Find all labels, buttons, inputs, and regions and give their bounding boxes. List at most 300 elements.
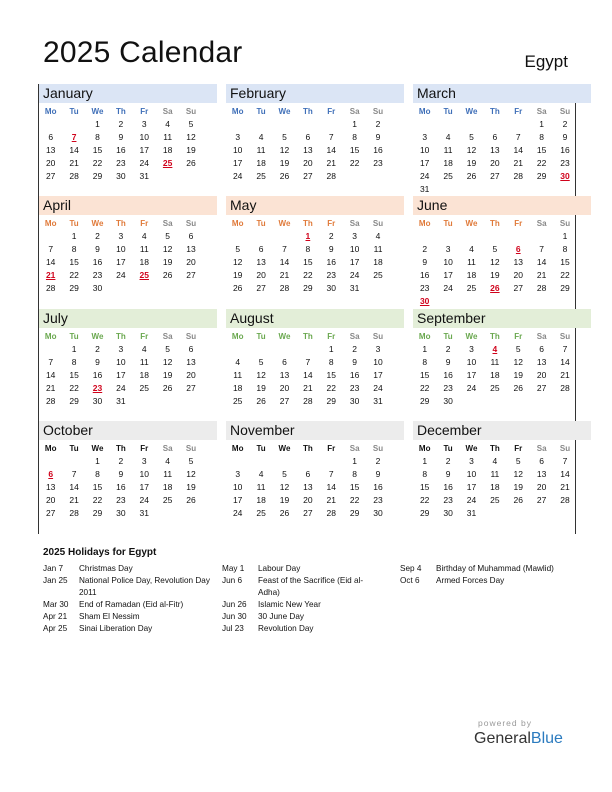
day-cell: 15 <box>326 370 336 380</box>
weekday-label: Su <box>559 219 571 228</box>
empty-day-cell <box>553 295 576 308</box>
month-july <box>39 309 217 421</box>
day-cell: 12 <box>490 257 500 267</box>
holiday-date: May 1 <box>222 564 245 573</box>
day-cell: 19 <box>513 482 523 492</box>
holiday-name: Feast of the Sacrifice (Eid al-Adha) <box>258 576 364 597</box>
holiday-name: Sham El Nessim <box>79 612 140 621</box>
day-cell: 19 <box>256 383 266 393</box>
holiday-date: Apr 21 <box>43 612 68 621</box>
empty-day-cell <box>343 170 366 183</box>
empty-day-cell <box>273 118 296 131</box>
day-cell: 29 <box>92 508 103 518</box>
day-cell: 25 <box>490 495 500 505</box>
day-cell: 27 <box>303 171 313 181</box>
day-cell: 19 <box>186 482 196 492</box>
day-cell: 2 <box>118 119 124 129</box>
day-cell: 3 <box>235 132 241 142</box>
day-cell: 23 <box>443 383 453 393</box>
empty-day-cell <box>507 183 530 196</box>
day-cell: 3 <box>141 119 147 129</box>
day-cell: 6 <box>282 357 287 367</box>
weekday-label: Th <box>302 332 313 341</box>
day-cell: 18 <box>490 482 500 492</box>
day-cell: 25 <box>139 383 149 393</box>
day-cell: 24 <box>232 508 243 518</box>
day-cell: 13 <box>536 357 547 367</box>
weekday-label: Fr <box>140 444 149 453</box>
weekday-label: Th <box>115 444 126 453</box>
weekday-label: Tu <box>443 332 453 341</box>
day-cell: 7 <box>48 357 54 367</box>
day-cell: 12 <box>186 469 196 479</box>
empty-day-cell <box>460 183 483 196</box>
day-cell: 1 <box>71 231 77 241</box>
day-cell: 4 <box>492 456 498 466</box>
week-row <box>226 369 404 382</box>
day-cell: 18 <box>139 257 149 267</box>
day-cell: 15 <box>69 257 79 267</box>
week-row <box>413 481 591 494</box>
day-cell: 12 <box>256 370 266 380</box>
month-april <box>39 196 217 308</box>
day-cell: 25 <box>256 508 266 518</box>
day-cell: 11 <box>139 244 149 254</box>
day-cell: 1 <box>422 344 428 354</box>
day-cell: 17 <box>116 257 126 267</box>
day-cell: 26 <box>279 508 290 518</box>
day-cell: 10 <box>419 145 430 155</box>
day-cell: 29 <box>419 396 430 406</box>
empty-day-cell <box>436 183 459 196</box>
empty-day-cell <box>62 455 85 468</box>
day-cell: 25 <box>373 270 383 280</box>
day-cell: 22 <box>92 158 103 168</box>
week-row <box>39 269 217 282</box>
day-cell: 30 <box>116 508 126 518</box>
day-cell: 29 <box>536 171 547 181</box>
empty-day-cell <box>507 230 530 243</box>
week-row <box>39 144 217 157</box>
day-cell: 24 <box>139 158 149 168</box>
day-cell: 20 <box>513 270 523 280</box>
day-cell: 15 <box>92 482 103 492</box>
week-row <box>226 382 404 395</box>
weekday-label: Mo <box>44 107 57 116</box>
day-cell: 7 <box>328 132 334 142</box>
weekday-label: Th <box>489 107 500 116</box>
weekday-label: Th <box>115 332 126 341</box>
day-cell: 9 <box>352 357 358 367</box>
holiday-day: 23 <box>92 383 103 393</box>
holiday-day: 4 <box>492 344 498 354</box>
day-cell: 28 <box>326 171 336 181</box>
day-cell: 5 <box>469 132 474 142</box>
day-cell: 23 <box>373 495 383 505</box>
day-cell: 4 <box>445 132 451 142</box>
weekday-label: We <box>91 219 104 228</box>
empty-day-cell <box>413 118 436 131</box>
day-cell: 5 <box>282 132 287 142</box>
day-cell: 26 <box>466 171 477 181</box>
weekday-label: Fr <box>327 332 336 341</box>
day-cell: 15 <box>560 257 570 267</box>
day-cell: 17 <box>419 158 430 168</box>
day-cell: 17 <box>443 270 453 280</box>
weekday-label: Fr <box>140 219 149 228</box>
day-cell: 5 <box>188 119 194 129</box>
day-cell: 20 <box>279 383 290 393</box>
day-cell: 14 <box>536 257 547 267</box>
weekday-label: Fr <box>327 107 336 116</box>
holiday-name: Armed Forces Day <box>436 576 505 585</box>
day-cell: 8 <box>71 357 77 367</box>
holiday-item <box>400 575 575 587</box>
day-cell: 4 <box>165 456 171 466</box>
holiday-day: 25 <box>139 270 149 280</box>
weekday-header-row <box>413 442 591 455</box>
day-cell: 22 <box>303 270 313 280</box>
weekday-header-row <box>226 217 404 230</box>
weekday-label: Mo <box>418 219 431 228</box>
week-row <box>226 494 404 507</box>
month-name: October <box>39 421 217 440</box>
day-cell: 25 <box>466 283 477 293</box>
weekday-label: Tu <box>256 219 266 228</box>
day-cell: 18 <box>232 383 243 393</box>
week-row <box>226 356 404 369</box>
day-cell: 19 <box>186 145 196 155</box>
day-cell: 21 <box>279 270 290 280</box>
week-row <box>226 243 404 256</box>
day-cell: 2 <box>562 119 568 129</box>
day-cell: 13 <box>186 357 196 367</box>
day-cell: 3 <box>469 344 474 354</box>
empty-day-cell <box>39 455 62 468</box>
day-cell: 13 <box>303 145 313 155</box>
empty-day-cell <box>179 170 202 183</box>
day-cell: 2 <box>445 344 451 354</box>
day-cell: 13 <box>513 257 523 267</box>
day-cell: 28 <box>326 508 336 518</box>
day-cell: 18 <box>443 158 453 168</box>
calendar-grid <box>38 84 576 534</box>
day-cell: 24 <box>139 495 149 505</box>
day-cell: 23 <box>373 158 383 168</box>
day-cell: 6 <box>188 344 194 354</box>
weekday-label: Mo <box>418 444 431 453</box>
day-cell: 15 <box>92 145 103 155</box>
holiday-column-3 <box>400 563 575 587</box>
day-cell: 12 <box>279 145 290 155</box>
day-cell: 26 <box>186 158 196 168</box>
day-cell: 5 <box>165 344 171 354</box>
day-cell: 15 <box>303 257 313 267</box>
day-cell: 24 <box>373 383 383 393</box>
day-cell: 10 <box>466 357 477 367</box>
day-cell: 25 <box>162 495 173 505</box>
month-january <box>39 84 217 196</box>
day-cell: 8 <box>328 357 334 367</box>
holiday-item <box>222 599 382 611</box>
weekday-label: Sa <box>349 107 360 116</box>
empty-day-cell <box>460 118 483 131</box>
day-cell: 19 <box>490 270 500 280</box>
weekday-header-row <box>226 105 404 118</box>
day-cell: 22 <box>560 270 570 280</box>
empty-day-cell <box>156 395 179 408</box>
week-row <box>413 170 591 183</box>
empty-day-cell <box>179 282 202 295</box>
holiday-day: 1 <box>305 231 311 241</box>
weekday-label: Th <box>115 219 126 228</box>
weekday-label: Mo <box>231 332 244 341</box>
month-name: June <box>413 196 591 215</box>
day-cell: 20 <box>45 158 56 168</box>
day-cell: 30 <box>443 508 453 518</box>
weekday-label: Mo <box>44 219 57 228</box>
day-cell: 17 <box>232 495 243 505</box>
week-row <box>413 455 591 468</box>
weekday-label: Su <box>372 219 384 228</box>
day-cell: 6 <box>305 132 311 142</box>
weekday-label: Mo <box>418 107 431 116</box>
day-cell: 2 <box>352 344 358 354</box>
day-cell: 29 <box>560 283 570 293</box>
day-cell: 12 <box>279 482 290 492</box>
month-name: July <box>39 309 217 328</box>
brand-blue: Blue <box>530 730 563 747</box>
empty-day-cell <box>296 455 319 468</box>
holiday-date: Jan 25 <box>43 576 68 585</box>
day-cell: 12 <box>162 357 173 367</box>
holiday-day: 6 <box>48 469 54 479</box>
week-row <box>226 230 404 243</box>
weekday-label: Tu <box>256 444 266 453</box>
week-row <box>413 468 591 481</box>
day-cell: 11 <box>163 132 173 142</box>
empty-day-cell <box>507 507 530 520</box>
day-cell: 24 <box>443 283 453 293</box>
weekday-header-row <box>39 330 217 343</box>
day-cell: 15 <box>419 482 430 492</box>
weekday-label: We <box>278 444 291 453</box>
day-cell: 20 <box>45 495 56 505</box>
week-row <box>413 230 591 243</box>
day-cell: 17 <box>232 158 243 168</box>
day-cell: 19 <box>162 370 173 380</box>
day-cell: 18 <box>162 145 173 155</box>
day-cell: 6 <box>188 231 194 241</box>
day-cell: 28 <box>560 383 570 393</box>
day-cell: 27 <box>186 383 196 393</box>
weekday-label: We <box>278 332 291 341</box>
month-name: May <box>226 196 404 215</box>
week-row <box>39 455 217 468</box>
day-cell: 26 <box>186 495 196 505</box>
week-row <box>413 269 591 282</box>
month-february <box>226 84 404 196</box>
weekday-label: Su <box>185 107 197 116</box>
day-cell: 22 <box>536 158 547 168</box>
day-cell: 26 <box>232 283 243 293</box>
day-cell: 8 <box>95 132 100 142</box>
day-cell: 4 <box>469 244 474 254</box>
day-cell: 21 <box>69 158 79 168</box>
day-cell: 8 <box>539 132 545 142</box>
day-cell: 3 <box>235 469 241 479</box>
weekday-label: We <box>278 219 291 228</box>
week-row <box>39 356 217 369</box>
generalblue-logo[interactable] <box>474 730 563 748</box>
weekday-label: Tu <box>69 444 79 453</box>
day-cell: 15 <box>419 370 430 380</box>
day-cell: 10 <box>443 257 453 267</box>
week-row <box>39 507 217 520</box>
empty-day-cell <box>273 343 296 356</box>
empty-day-cell <box>226 455 249 468</box>
day-cell: 1 <box>422 456 428 466</box>
month-june <box>413 196 591 308</box>
weekday-header-row <box>226 442 404 455</box>
day-cell: 5 <box>515 344 521 354</box>
day-cell: 11 <box>373 244 383 254</box>
day-cell: 19 <box>279 495 290 505</box>
weekday-label: Su <box>559 444 571 453</box>
holiday-day: 26 <box>490 283 500 293</box>
day-cell: 14 <box>560 469 570 479</box>
day-cell: 3 <box>118 231 124 241</box>
day-cell: 16 <box>373 145 383 155</box>
weekday-label: Mo <box>44 332 57 341</box>
day-cell: 27 <box>536 495 547 505</box>
holiday-item <box>222 563 382 575</box>
day-cell: 18 <box>256 158 266 168</box>
day-cell: 12 <box>232 257 243 267</box>
day-cell: 28 <box>45 283 56 293</box>
day-cell: 8 <box>95 469 100 479</box>
week-row <box>39 343 217 356</box>
day-cell: 9 <box>118 132 124 142</box>
week-row <box>39 481 217 494</box>
empty-day-cell <box>436 118 459 131</box>
day-cell: 4 <box>258 469 264 479</box>
weekday-label: Fr <box>514 332 523 341</box>
day-cell: 24 <box>116 270 126 280</box>
empty-day-cell <box>320 118 343 131</box>
day-cell: 30 <box>92 283 103 293</box>
day-cell: 16 <box>443 370 453 380</box>
day-cell: 19 <box>162 257 173 267</box>
week-row <box>226 481 404 494</box>
day-cell: 14 <box>303 370 313 380</box>
empty-day-cell <box>483 183 506 196</box>
weekday-label: Tu <box>69 107 79 116</box>
day-cell: 22 <box>419 383 430 393</box>
day-cell: 12 <box>162 244 173 254</box>
day-cell: 5 <box>492 244 498 254</box>
day-cell: 19 <box>279 158 290 168</box>
day-cell: 24 <box>232 171 243 181</box>
day-cell: 20 <box>186 257 196 267</box>
day-cell: 25 <box>232 396 243 406</box>
day-cell: 5 <box>258 357 264 367</box>
weekday-label: Sa <box>536 107 547 116</box>
day-cell: 7 <box>282 244 287 254</box>
weekday-label: Sa <box>162 444 173 453</box>
empty-day-cell <box>109 282 132 295</box>
weekday-label: Su <box>372 332 384 341</box>
day-cell: 11 <box>256 145 266 155</box>
day-cell: 23 <box>92 270 103 280</box>
empty-day-cell <box>530 295 553 308</box>
day-cell: 16 <box>326 257 336 267</box>
holiday-day: 21 <box>45 270 56 280</box>
empty-day-cell <box>507 118 530 131</box>
day-cell: 22 <box>69 270 79 280</box>
day-cell: 12 <box>513 357 523 367</box>
empty-day-cell <box>460 230 483 243</box>
empty-day-cell <box>39 343 62 356</box>
week-row <box>39 395 217 408</box>
day-cell: 13 <box>303 482 313 492</box>
month-name: November <box>226 421 404 440</box>
day-cell: 9 <box>422 257 428 267</box>
day-cell: 5 <box>235 244 241 254</box>
day-cell: 3 <box>118 344 124 354</box>
day-cell: 10 <box>116 244 126 254</box>
empty-day-cell <box>133 282 156 295</box>
empty-day-cell <box>483 395 506 408</box>
day-cell: 2 <box>375 456 381 466</box>
empty-day-cell <box>226 343 249 356</box>
weekday-label: Th <box>489 219 500 228</box>
day-cell: 4 <box>141 344 147 354</box>
weekday-label: Fr <box>327 219 336 228</box>
day-cell: 29 <box>349 508 360 518</box>
day-cell: 14 <box>279 257 290 267</box>
weekday-label: Sa <box>536 219 547 228</box>
day-cell: 21 <box>45 383 56 393</box>
holiday-name: Christmas Day <box>79 564 133 573</box>
empty-day-cell <box>179 507 202 520</box>
day-cell: 5 <box>282 469 287 479</box>
weekday-label: We <box>465 332 478 341</box>
empty-day-cell <box>436 230 459 243</box>
holiday-date: Jun 6 <box>222 576 243 585</box>
day-cell: 13 <box>279 370 290 380</box>
holiday-item <box>43 623 213 635</box>
day-cell: 31 <box>349 283 360 293</box>
day-cell: 4 <box>165 119 171 129</box>
holiday-date: Jun 26 <box>222 600 247 609</box>
week-row <box>226 507 404 520</box>
day-cell: 24 <box>466 495 477 505</box>
day-cell: 30 <box>349 396 360 406</box>
holidays-title: 2025 Holidays for Egypt <box>43 547 157 558</box>
empty-day-cell <box>226 118 249 131</box>
day-cell: 7 <box>48 244 54 254</box>
weekday-label: Th <box>302 444 313 453</box>
day-cell: 16 <box>92 257 103 267</box>
day-cell: 22 <box>326 383 336 393</box>
weekday-label: Tu <box>443 107 453 116</box>
day-cell: 7 <box>539 244 545 254</box>
day-cell: 20 <box>186 370 196 380</box>
day-cell: 7 <box>562 456 568 466</box>
day-cell: 1 <box>352 119 358 129</box>
day-cell: 27 <box>490 171 500 181</box>
